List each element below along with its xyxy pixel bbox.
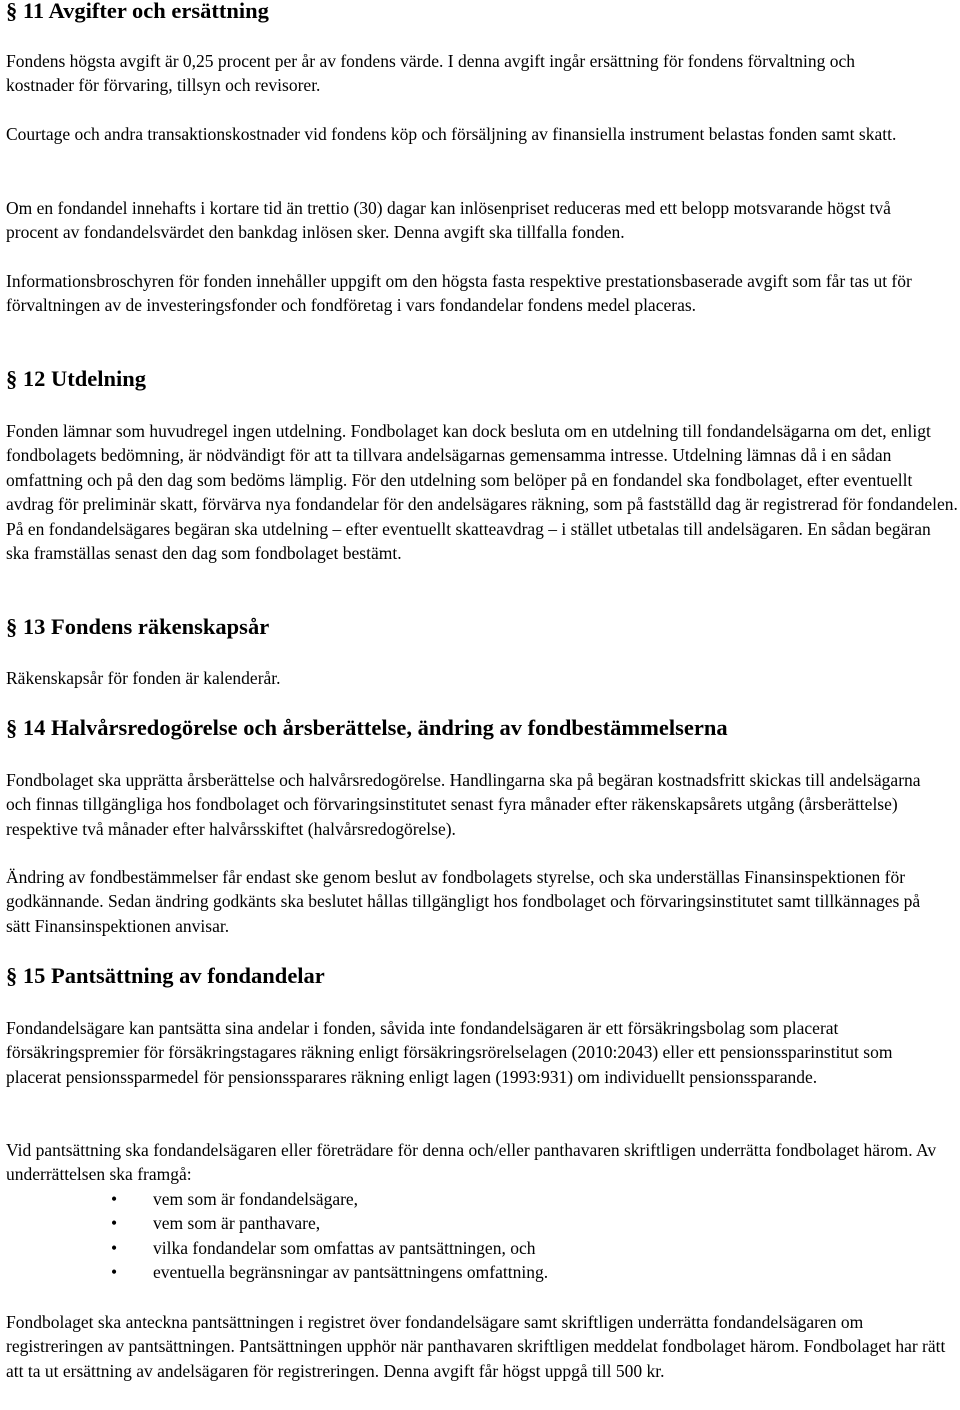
list-item-text: vem som är fondandelsägare, [153,1189,359,1209]
list-item [6,1260,956,1284]
section-title: 14 Halvårsredogörelse och årsberättelse, ändring av fondbestämmelserna [22,715,728,740]
section-heading [6,962,325,990]
list-item-text: vem som är panthavare, [153,1213,321,1234]
list-item [6,1187,956,1211]
list-item-text: eventuella begränsningar av pantsättningens omfattning. [153,1262,549,1283]
bullet-list [6,1187,956,1285]
section-title: 15 Pantsättning av fondandelar [22,963,325,988]
section-symbol: § [6,366,18,391]
paragraph: Fondandelsägare kan pantsätta sina andelar i fonden, såvida inte fondandelsägaren är ett försäkringsbolag som placerat försäkringspremier för försäkringstagares räkning enligt försäkringsrörelselagen (2010:2043) eller ett pensionssparinstitut som placerat pensionssparmedel för pensionssparares räkning enligt lagen (1993:931) om individuellt pensionssparande. [6,1018,893,1087]
paragraph: Courtage och andra transaktionskostnader vid fondens köp och försäljning av finansiella instrument belastas fonden samt skatt. [6,124,897,144]
bullet-icon: • [111,1262,118,1283]
paragraph: Vid pantsättning ska fondandelsägaren eller företrädare för denna och/eller panthavaren skriftligen underrätta fondbolaget härom. Av underrättelsen ska framgå: [6,1140,937,1185]
section-heading [6,613,269,641]
bullet-icon: • [111,1213,118,1234]
section-symbol: § [6,963,18,988]
bullet-icon: • [111,1237,118,1258]
list-item-text: vilka fondandelar som omfattas av pantsättningen, och [153,1237,536,1258]
paragraph: Räkenskapsår för fonden är kalenderår. [6,668,281,688]
list-item [6,1236,956,1260]
paragraph: Ändring av fondbestämmelser får endast ske genom beslut av fondbolagets styrelse, och ska underställas Finansinspektionen för godkännande. Sedan ändring godkänts ska beslutet hållas tillgängligt hos fondbolaget och förvaringsinstitutet samt tillkännages på sätt Finansinspektionen anvisar. [6,867,921,936]
section-title: 12 Utdelning [22,366,147,391]
section-symbol: § [6,0,18,23]
paragraph: Fonden lämnar som huvudregel ingen utdelning. Fondbolaget kan dock besluta om en utdelning till fondandelsägarna om det, enligt fondbolagets bedömning, är nödvändigt för att ta tillvara andelsägarnas gemensamma intresse. Utdelning lämnas då i en sådan omfattning och på den dag som bedöms lämplig. För den utdelning som belöper på en fondandel ska fondbolaget, efter eventuellt avdrag för preliminär skatt, förvärva nya fondandelar för den andelsägares räkning, som på fastställd dag är registrerad för fondandelen. På en fondandelsägares begäran ska utdelning – efter eventuellt skatteavdrag – i stället utbetalas till andelsägaren. En sådan begäran ska framställas senast den dag som fondbolaget bestämt. [6,421,958,564]
section-symbol: § [6,614,18,639]
bullet-icon: • [111,1189,118,1209]
section-heading [6,365,146,393]
section-symbol: § [6,715,18,740]
paragraph: Fondbolaget ska anteckna pantsättningen i registret över fondandelsägare samt skriftligen underrätta fondandelsägaren om registreringen av pantsättningen. Pantsättningen upphör när panthavaren skriftligen meddelat fondbolaget härom. Fondbolaget har rätt att ta ut ersättning av andelsägaren för registreringen. Denna avgift får högst uppgå till 500 kr. [6,1312,946,1381]
paragraph: Fondbolaget ska upprätta årsberättelse och halvårsredogörelse. Handlingarna ska på begäran kostnadsfritt skickas till andelsägarna och finnas tillgängliga hos fondbolaget och förvaringsinstitutet senast fyra månader efter räkenskapsårets utgång (årsberättelse) respektive två månader efter halvårsskiftet (halvårsredogörelse). [6,770,921,839]
paragraph: Om en fondandel innehafts i kortare tid än trettio (30) dagar kan inlösenpriset reduceras med ett belopp motsvarande högst två procent av fondandelsvärdet den bankdag inlösen sker. Denna avgift ska tillfalla fonden. [6,198,891,243]
section-heading [6,714,728,742]
list-item [6,1211,956,1235]
paragraph: Fondens högsta avgift är 0,25 procent per år av fondens värde. I denna avgift ingår ersättning för fondens förvaltning och kostnader för förvaring, tillsyn och revisorer. [6,51,855,96]
section-title: 13 Fondens räkenskapsår [22,614,270,639]
section-heading [6,0,269,25]
paragraph: Informationsbroschyren för fonden innehåller uppgift om den högsta fasta respektive prestationsbaserade avgift som får tas ut för förvaltningen av de investeringsfonder och fondföretag i vars fondandelar fondens medel placeras. [6,271,912,316]
section-title: 11 Avgifter och ersättning [22,0,269,23]
